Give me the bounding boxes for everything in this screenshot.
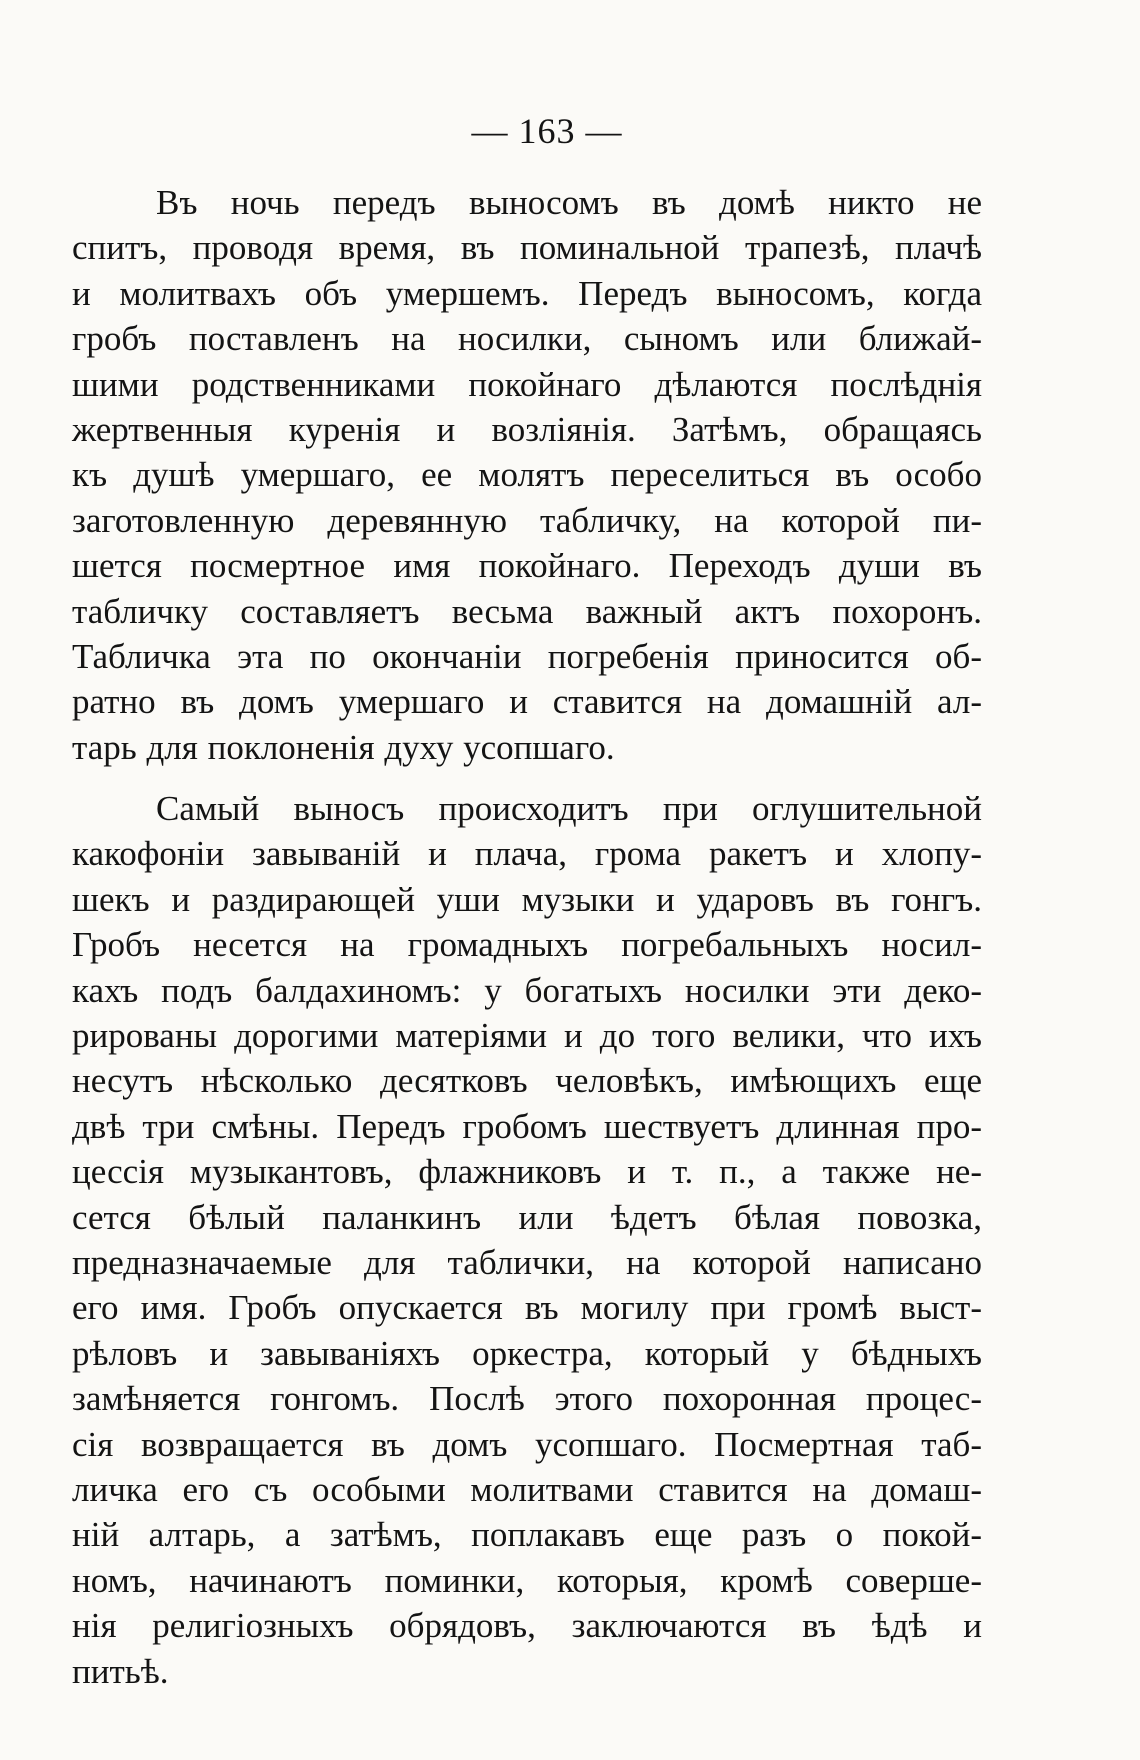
text-line: его имя. Гробъ опускается въ могилу при громѣ выст- — [72, 1288, 982, 1328]
text-line: нія религіозныхъ обрядовъ, заключаются въ ѣдѣ и — [72, 1606, 982, 1646]
text-line: кахъ подъ балдахиномъ: у богатыхъ носилки эти деко- — [72, 970, 982, 1010]
text-line: замѣняется гонгомъ. Послѣ этого похоронная процес- — [72, 1379, 982, 1419]
text-line: питьѣ. — [72, 1651, 169, 1691]
paragraph-1 — [72, 180, 982, 770]
text-line: ратно въ домъ умершаго и ставится на домашній ал- — [72, 682, 982, 722]
text-line: рѣловъ и завываніяхъ оркестра, который у бѣдныхъ — [72, 1333, 982, 1373]
text-line: цессія музыкантовъ, флажниковъ и т. п., а также не- — [72, 1152, 982, 1192]
text-line: тарь для поклоненія духу усопшаго. — [72, 727, 615, 767]
text-line: жертвенныя куренія и возліянія. Затѣмъ, обращаясь — [72, 409, 982, 449]
text-line: личка его съ особыми молитвами ставится на домаш- — [72, 1469, 982, 1509]
text-line: несутъ нѣсколько десятковъ человѣкъ, имѣющихъ еще — [72, 1061, 982, 1101]
text-line: и молитвахъ объ умершемъ. Передъ выносомъ, когда — [72, 273, 982, 313]
text-line: шется посмертное имя покойнаго. Переходъ души въ — [72, 546, 982, 586]
text-line: заготовленную деревянную табличку, на которой пи- — [72, 500, 982, 540]
text-line: шекъ и раздирающей уши музыки и ударовъ въ гонгъ. — [72, 879, 982, 919]
text-line: сія возвращается въ домъ усопшаго. Посмертная таб- — [72, 1424, 982, 1464]
text-line: Самый выносъ происходитъ при оглушительной — [156, 789, 982, 829]
text-line: спитъ, проводя время, въ поминальной трапезѣ, плачѣ — [72, 228, 982, 268]
paragraph-gap — [72, 770, 982, 786]
text-line: ній алтарь, а затѣмъ, поплакавъ еще разъ о покой- — [72, 1515, 982, 1555]
text-line: Гробъ несется на громадныхъ погребальныхъ носил- — [72, 925, 982, 965]
text-line: сется бѣлый паланкинъ или ѣдетъ бѣлая повозка, — [72, 1197, 982, 1237]
text-line: Въ ночь передъ выносомъ въ домѣ никто не — [156, 183, 982, 222]
book-page — [72, 110, 982, 1694]
text-line: къ душѣ умершаго, ее молятъ переселиться въ особо — [72, 455, 982, 495]
text-line: двѣ три смѣны. Передъ гробомъ шествуетъ длинная про- — [72, 1106, 982, 1146]
text-line: гробъ поставленъ на носилки, сыномъ или ближай- — [72, 319, 982, 359]
paragraph-2 — [72, 786, 982, 1694]
text-line: номъ, начинаютъ поминки, которыя, кромѣ соверше- — [72, 1560, 982, 1600]
text-line: табличку составляетъ весьма важный актъ похоронъ. — [72, 591, 982, 631]
text-line: рированы дорогими матеріями и до того велики, что ихъ — [72, 1016, 982, 1056]
page-number: — 163 — — [471, 111, 623, 151]
text-line: Табличка эта по окончаніи погребенія приносится об- — [72, 636, 982, 676]
text-line: какофоніи завываній и плача, грома ракетъ и хлопу- — [72, 834, 982, 874]
text-line: шими родственниками покойнаго дѣлаются послѣднія — [72, 364, 982, 404]
text-line: предназначаемые для таблички, на которой написано — [72, 1242, 982, 1282]
